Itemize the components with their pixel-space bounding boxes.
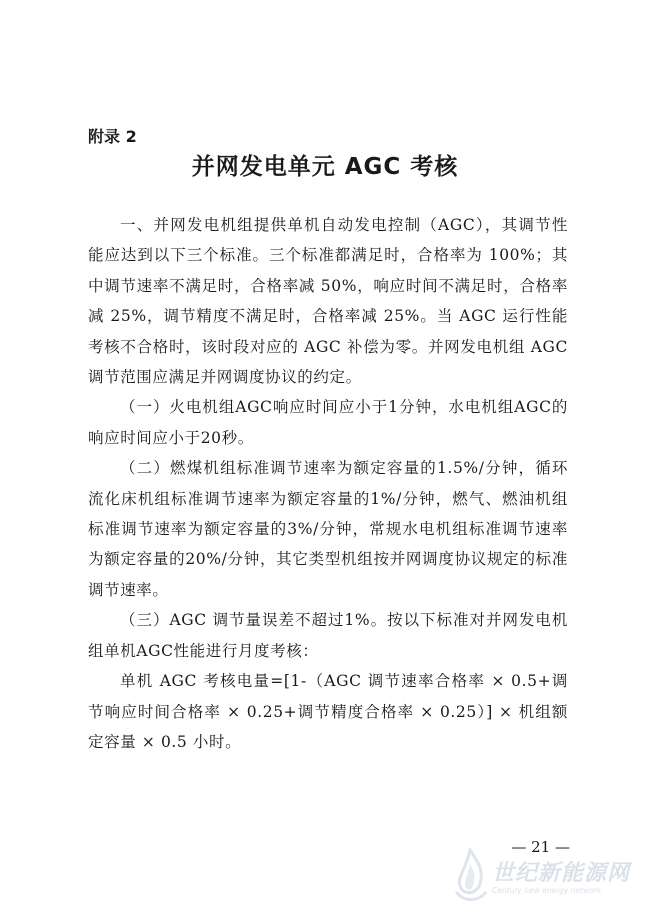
paragraph-formula: 单机 AGC 考核电量=[1-（AGC 调节速率合格率 × 0.5+调节响应时间合格率 × 0.25+调节精度合格率 × 0.25）] × 机组额定容量 × 0.5 小时。 (88, 672, 568, 751)
paragraph-response-time: （一）火电机组AGC响应时间应小于1分钟，水电机组AGC的响应时间应小于20秒。 (88, 398, 568, 447)
appendix-label: 附录 2 (88, 127, 137, 146)
document-body (88, 210, 568, 757)
watermark (436, 846, 636, 910)
page-title: 并网发电单元 AGC 考核 (191, 154, 459, 180)
paragraph-intro: 一、并网发电机组提供单机自动发电控制（AGC），其调节性能应达到以下三个标准。三个标准都满足时，合格率为 100%；其中调节速率不满足时，合格率减 50%，响应时间不满足时，合格率减 25%，调节精度不满足时，合格率减 25%。当 AGC 运行性能考核不合格时，该时段对应的 AGC 补偿为零。并网发电机组 AGC 调节范围应满足并网调度协议的约定。 (88, 216, 568, 387)
watermark-subtext: Century new energy network (492, 886, 602, 895)
flame-logo-icon (450, 848, 490, 904)
paragraph-regulation-error: （三）AGC 调节量误差不超过1%。按以下标准对并网发电机组单机AGC性能进行月度考核： (88, 611, 568, 660)
paragraph-regulation-rate: （二）燃煤机组标准调节速率为额定容量的1.5%/分钟，循环流化床机组标准调节速率为额定容量的1%/分钟，燃气、燃油机组标准调节速率为额定容量的3%/分钟，常规水电机组标准调节速率为额定容量的20%/分钟，其它类型机组按并网调度协议规定的标准调节速率。 (88, 459, 568, 599)
watermark-text: 世纪新能源网 (492, 861, 631, 886)
page-number: — 21 — (511, 838, 570, 856)
